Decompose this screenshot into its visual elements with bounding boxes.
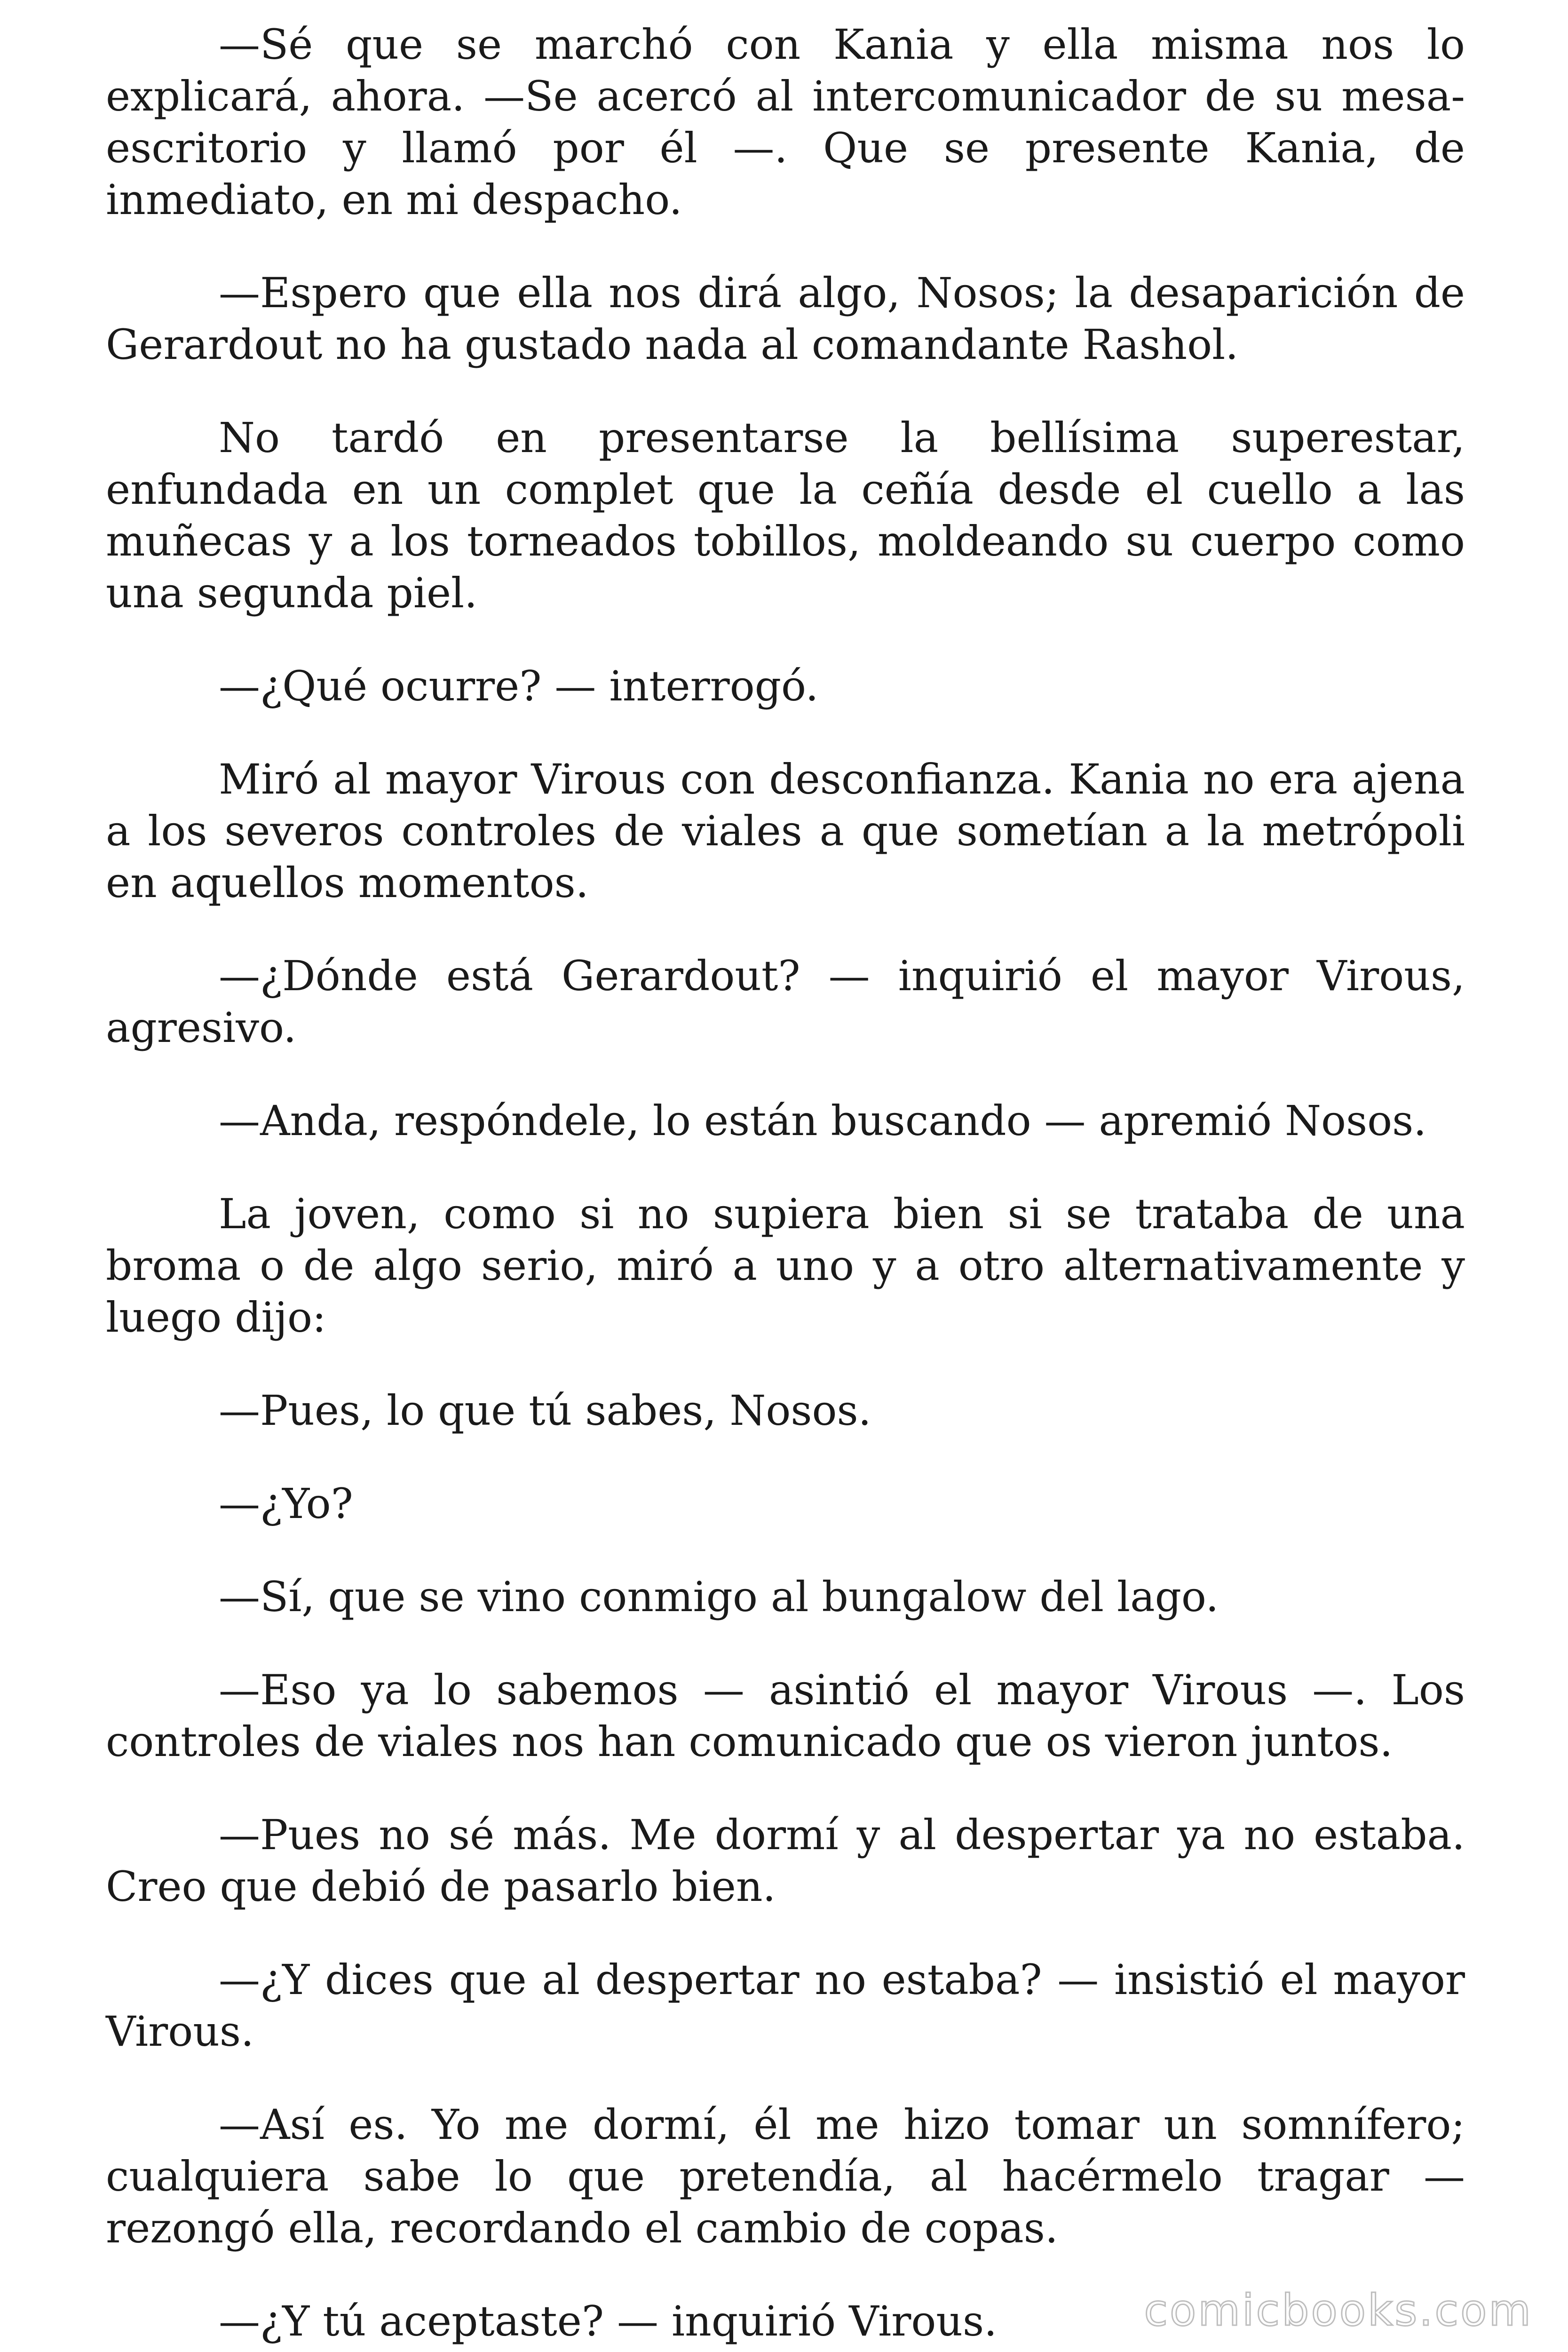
paragraph: —¿Qué ocurre? — interrogó. bbox=[219, 662, 819, 710]
paragraph: Miró al mayor Virous con desconfianza. Kania no era ajena a los severos controles de viales a que sometían a la metrópoli en aquellos momentos. bbox=[106, 755, 1465, 907]
paragraph: —¿Y dices que al despertar no estaba? — insistió el mayor Virous. bbox=[106, 1955, 1465, 2056]
paragraph: —Eso ya lo sabemos — asintió el mayor Virous —. Los controles de viales nos han comunicado que os vieron juntos. bbox=[106, 1666, 1465, 1766]
paragraph: —Pues, lo que tú sabes, Nosos. bbox=[219, 1386, 871, 1435]
paragraph: —Anda, respóndele, lo están buscando — apremió Nosos. bbox=[219, 1097, 1427, 1145]
paragraph: —Sé que se marchó con Kania y ella misma nos lo explicará, ahora. —Se acercó al intercomunicador de su mesa-escritorio y llamó por él —. Que se presente Kania, de inmediato, en mi despacho. bbox=[106, 20, 1465, 224]
paragraph: —Así es. Yo me dormí, él me hizo tomar un somnífero; cualquiera sabe lo que pretendía, al hacérmelo tragar — rezongó ella, recordando el cambio de copas. bbox=[106, 2100, 1465, 2252]
paragraph: —¿Y tú aceptaste? — inquirió Virous. bbox=[219, 2297, 998, 2345]
paragraph: No tardó en presentarse la bellísima superestar, enfundada en un complet que la ceñía desde el cuello a las muñecas y a los torneados tobillos, moldeando su cuerpo como una segunda piel. bbox=[106, 413, 1465, 617]
book-page bbox=[106, 19, 1465, 2352]
paragraph: —Sí, que se vino conmigo al bungalow del lago. bbox=[219, 1573, 1219, 1621]
watermark: comicbooks.com bbox=[1144, 2285, 1533, 2336]
paragraph: —Pues no sé más. Me dormí y al despertar ya no estaba. Creo que debió de pasarlo bien. bbox=[106, 1811, 1465, 1911]
paragraph: La joven, como si no supiera bien si se trataba de una broma o de algo serio, miró a uno y a otro alternativamente y luego dijo: bbox=[106, 1190, 1465, 1342]
paragraph: —¿Dónde está Gerardout? — inquirió el mayor Virous, agresivo. bbox=[106, 952, 1465, 1052]
paragraph: —¿Yo? bbox=[219, 1479, 353, 1528]
paragraph: —Espero que ella nos dirá algo, Nosos; la desaparición de Gerardout no ha gustado nada al comandante Rashol. bbox=[106, 269, 1465, 369]
